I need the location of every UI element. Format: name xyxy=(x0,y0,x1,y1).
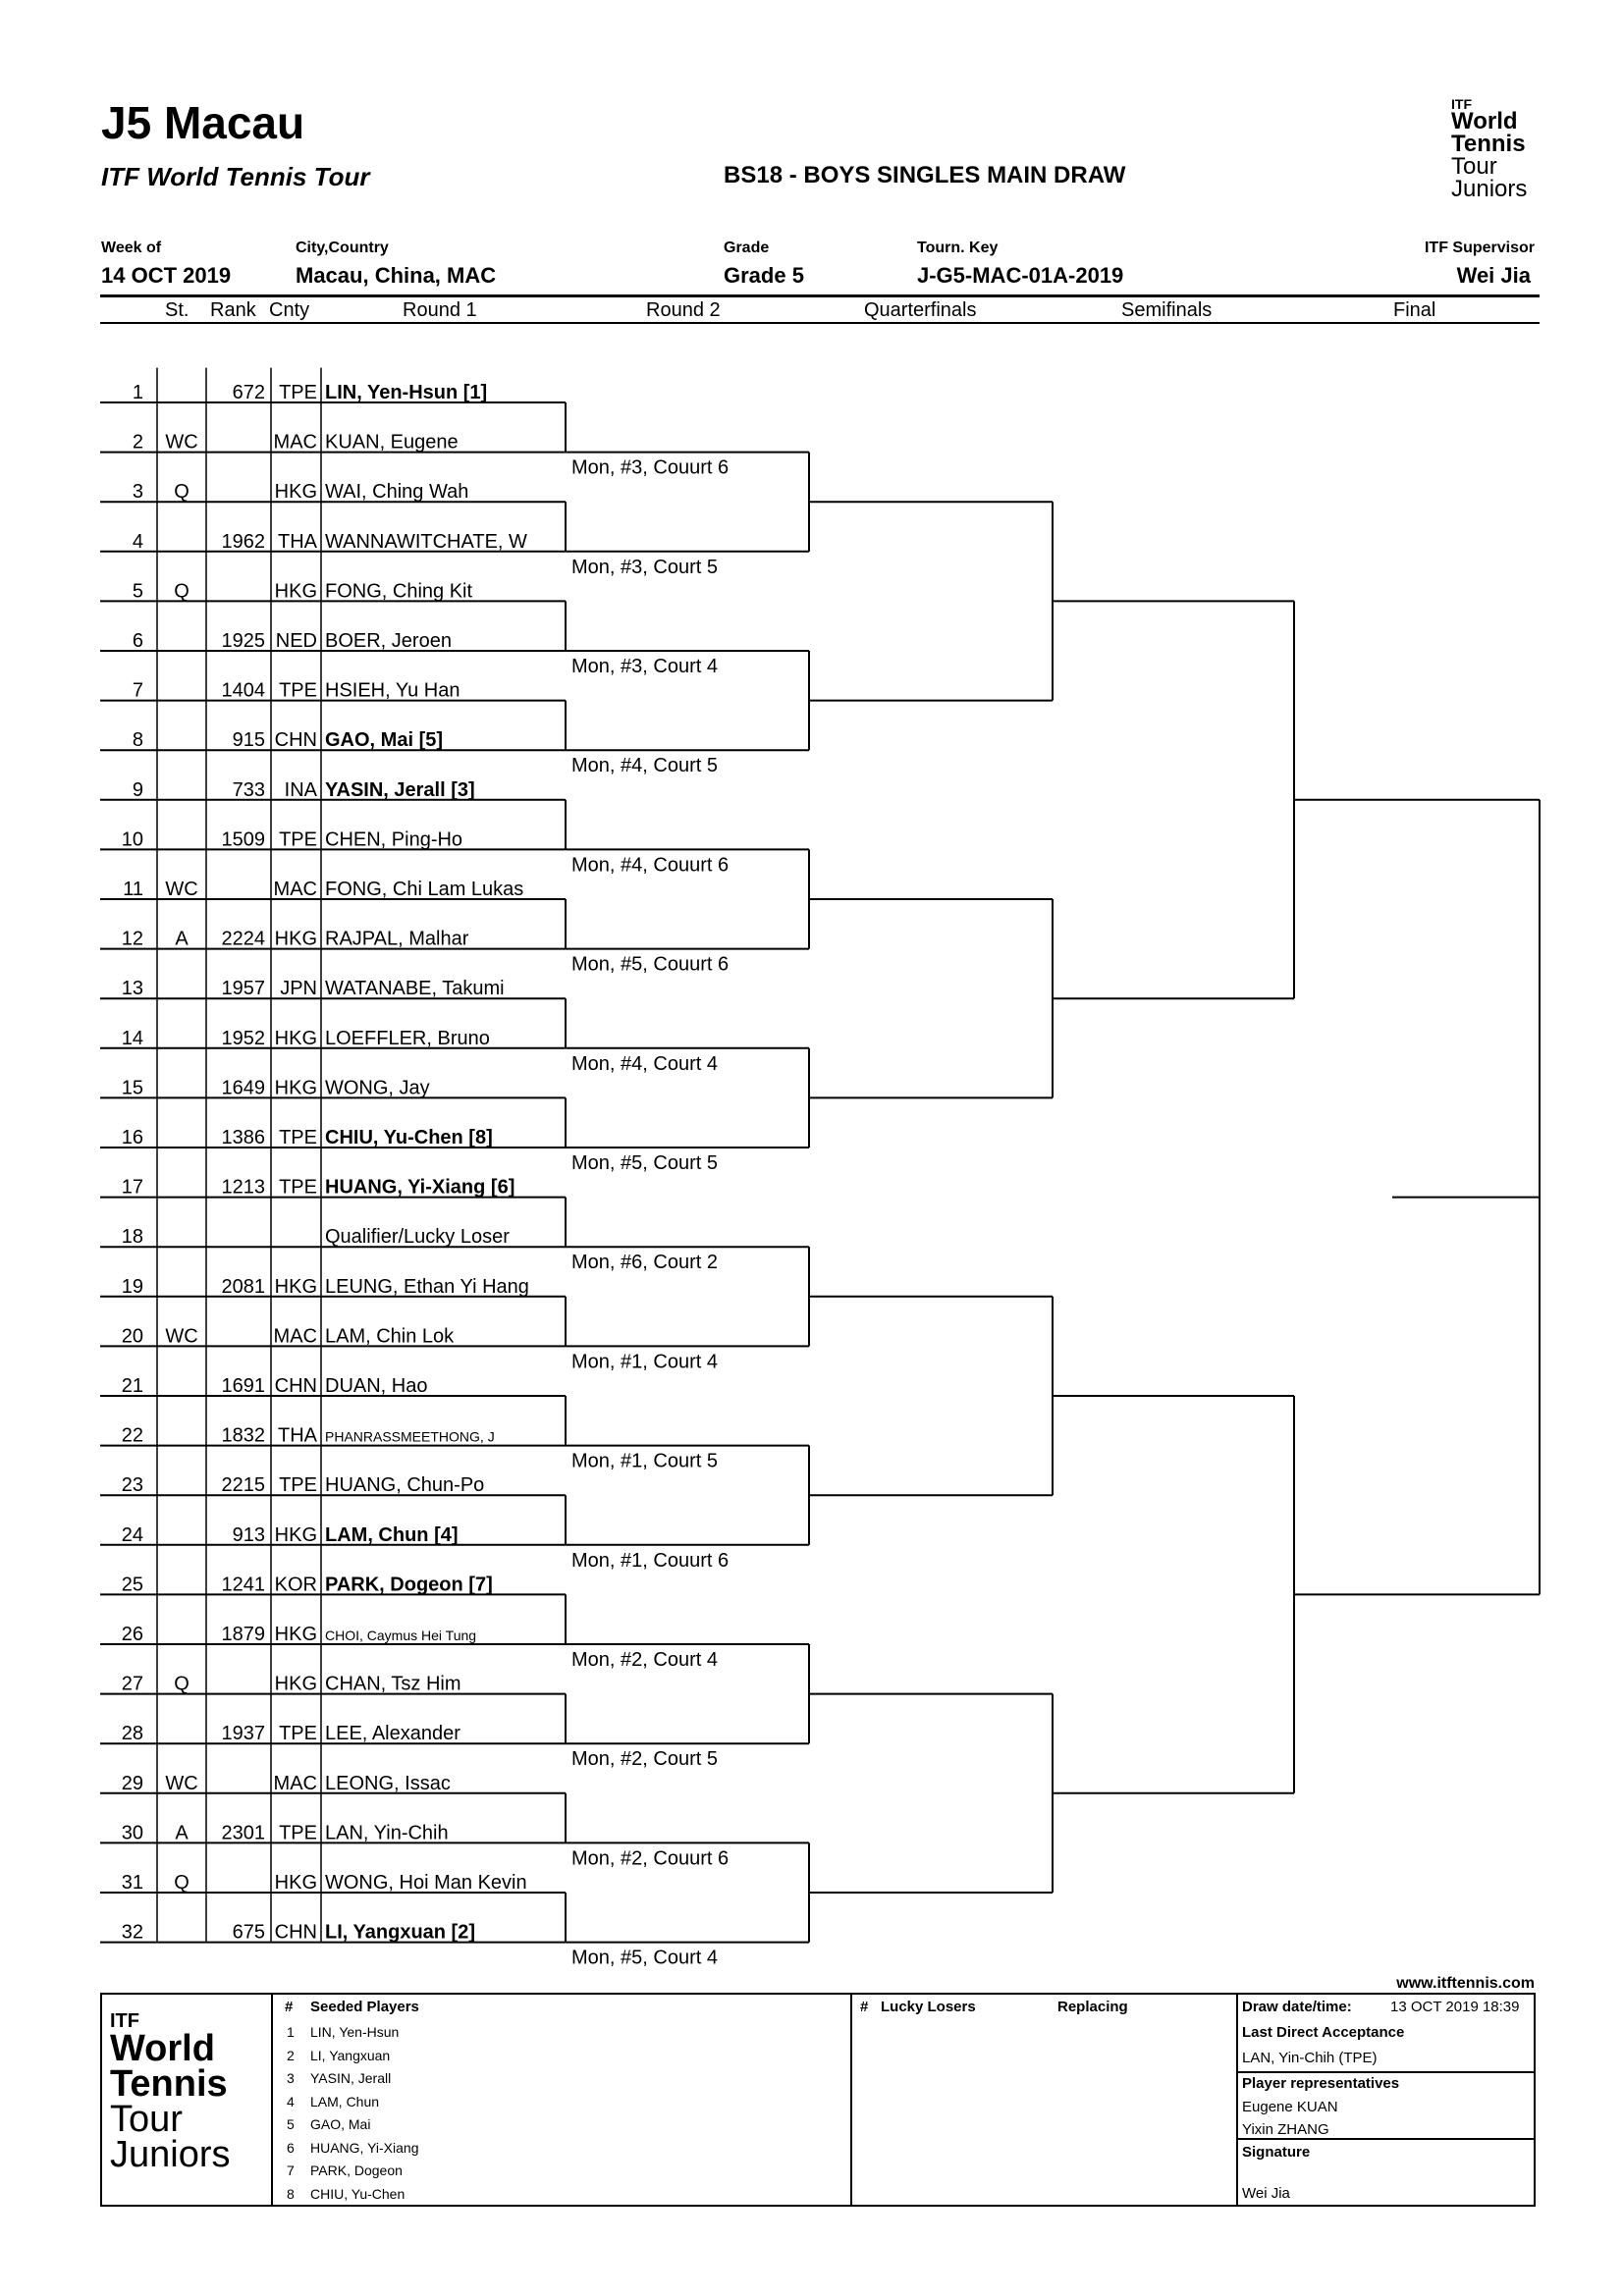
tour-subtitle: ITF World Tennis Tour xyxy=(101,162,370,191)
player-name: PHANRASSMEETHONG, J xyxy=(325,1428,495,1445)
player-country: MAC xyxy=(273,879,317,900)
player-name: HSIEH, Yu Han xyxy=(325,679,460,702)
logo-world-text: World xyxy=(1451,108,1518,135)
player-country: HKG xyxy=(274,1673,317,1695)
player-name: KUAN, Eugene xyxy=(325,431,459,454)
player-name: LAN, Yin-Chih xyxy=(325,1822,449,1844)
player-rank: 2224 xyxy=(221,928,265,950)
col-st: St. xyxy=(165,299,189,321)
ll-title: Lucky Losers xyxy=(881,1999,976,2015)
footer-div-3 xyxy=(1236,1993,1238,2207)
reps-label: Player representatives xyxy=(1242,2075,1400,2092)
player-name: WAI, Ching Wah xyxy=(325,481,469,504)
player-rank: 675 xyxy=(232,1921,265,1944)
player-name: FONG, Ching Kit xyxy=(325,580,473,603)
tourn-key-value: J-G5-MAC-01A-2019 xyxy=(917,263,1124,288)
player-name: DUAN, Hao xyxy=(325,1375,428,1397)
player-rank: 733 xyxy=(232,778,265,801)
grade-value: Grade 5 xyxy=(724,263,804,288)
col-quarterfinals: Quarterfinals xyxy=(864,299,977,321)
seed-number: 8 xyxy=(287,2185,295,2202)
match-schedule: Mon, #3, Court 4 xyxy=(571,656,718,677)
draw-position: 30 xyxy=(121,1822,143,1844)
player-name: PARK, Dogeon [7] xyxy=(325,1574,493,1596)
player-country: THA xyxy=(278,530,317,553)
seed-name: GAO, Mai xyxy=(310,2116,371,2132)
player-name: LOEFFLER, Bruno xyxy=(325,1027,490,1049)
footer-div-2 xyxy=(850,1993,852,2207)
seed-name: CHIU, Yu-Chen xyxy=(310,2185,406,2202)
player-country: HKG xyxy=(274,1523,317,1546)
match-schedule: Mon, #6, Court 2 xyxy=(571,1252,718,1274)
footer-rule-a xyxy=(1236,2071,1536,2073)
draw-position: 24 xyxy=(121,1523,143,1546)
city-value: Macau, China, MAC xyxy=(296,263,497,288)
player-name: CHEN, Ping-Ho xyxy=(325,828,463,851)
player-country: TPE xyxy=(279,1474,317,1497)
match-schedule: Mon, #5, Court 4 xyxy=(571,1947,718,1969)
player-status: A xyxy=(175,928,189,950)
logo-world-text-bottom: World xyxy=(110,2028,215,2069)
draw-position: 18 xyxy=(121,1226,143,1249)
lda-label: Last Direct Acceptance xyxy=(1242,2024,1405,2041)
player-status: WC xyxy=(165,431,198,454)
match-schedule: Mon, #3, Court 5 xyxy=(571,556,718,578)
player-name: LI, Yangxuan [2] xyxy=(325,1921,475,1944)
tournament-title: J5 Macau xyxy=(101,97,305,148)
player-country: TPE xyxy=(279,828,317,851)
draw-position: 2 xyxy=(132,431,143,454)
player-country: TPE xyxy=(279,1127,317,1148)
logo-tour-text-bottom: Tour xyxy=(110,2099,183,2141)
col-round2: Round 2 xyxy=(646,299,721,321)
player-status: WC xyxy=(165,1325,198,1348)
player-rank: 1925 xyxy=(221,630,265,652)
match-schedule: Mon, #2, Couurt 6 xyxy=(571,1847,730,1870)
draw-position: 10 xyxy=(121,828,143,851)
player-country: CHN xyxy=(274,1921,317,1944)
match-schedule: Mon, #1, Couurt 6 xyxy=(571,1549,730,1572)
player-rank: 1937 xyxy=(221,1723,265,1745)
player-name: WONG, Jay xyxy=(325,1077,430,1099)
player-name: WONG, Hoi Man Kevin xyxy=(325,1872,527,1894)
player-name: WANNAWITCHATE, W xyxy=(325,530,527,553)
player-status: A xyxy=(175,1822,189,1844)
player-name: Qualifier/Lucky Loser xyxy=(325,1226,510,1249)
player-status: Q xyxy=(174,1872,189,1894)
draw-position: 16 xyxy=(121,1127,143,1148)
tourn-key-label: Tourn. Key xyxy=(917,240,999,256)
draw-position: 3 xyxy=(132,481,143,504)
rep-1: Eugene KUAN xyxy=(1242,2099,1338,2115)
player-rank: 913 xyxy=(232,1523,265,1546)
player-country: HKG xyxy=(274,928,317,950)
player-rank: 1952 xyxy=(221,1027,265,1049)
week-value: 14 OCT 2019 xyxy=(101,263,232,288)
draw-position: 31 xyxy=(121,1872,143,1894)
draw-position: 19 xyxy=(121,1275,143,1298)
player-country: TPE xyxy=(279,382,317,403)
signature-value: Wei Jia xyxy=(1242,2185,1290,2202)
lda-value: LAN, Yin-Chih (TPE) xyxy=(1242,2050,1378,2066)
draw-position: 25 xyxy=(121,1574,143,1596)
player-name: LAM, Chin Lok xyxy=(325,1325,455,1348)
draw-date-value: 13 OCT 2019 18:39 xyxy=(1390,1999,1520,2015)
grade-label: Grade xyxy=(724,240,770,256)
player-country: KOR xyxy=(274,1574,317,1596)
player-name: GAO, Mai [5] xyxy=(325,729,444,752)
player-rank: 1241 xyxy=(221,1574,265,1596)
match-schedule: Mon, #5, Couurt 6 xyxy=(571,953,730,976)
player-country: TPE xyxy=(279,1176,317,1199)
player-name: LAM, Chun [4] xyxy=(325,1523,459,1546)
player-status: Q xyxy=(174,580,189,603)
seed-number: 7 xyxy=(287,2163,295,2178)
draw-position: 5 xyxy=(132,580,143,603)
rep-2: Yixin ZHANG xyxy=(1242,2121,1329,2138)
footer-rule-b xyxy=(1236,2138,1536,2140)
col-final: Final xyxy=(1393,299,1436,321)
seed-name: LI, Yangxuan xyxy=(310,2047,391,2063)
player-name: RAJPAL, Malhar xyxy=(325,928,469,950)
draw-position: 12 xyxy=(121,928,143,950)
player-country: CHN xyxy=(274,1375,317,1397)
player-rank: 1832 xyxy=(221,1424,265,1447)
player-name: FONG, Chi Lam Lukas xyxy=(325,879,524,900)
seed-name: LIN, Yen-Hsun xyxy=(310,2024,400,2040)
player-country: HKG xyxy=(274,1027,317,1049)
draw-position: 20 xyxy=(121,1325,143,1348)
draw-date-label: Draw date/time: xyxy=(1242,1999,1352,2015)
ll-hash: # xyxy=(860,1999,869,2015)
player-name: HUANG, Chun-Po xyxy=(325,1474,485,1497)
player-country: HKG xyxy=(274,1624,317,1645)
seed-name: PARK, Dogeon xyxy=(310,2163,403,2178)
player-country: HKG xyxy=(274,1077,317,1099)
player-country: HKG xyxy=(274,580,317,603)
player-name: HUANG, Yi-Xiang [6] xyxy=(325,1176,515,1199)
draw-position: 27 xyxy=(121,1673,143,1695)
match-schedule: Mon, #1, Court 5 xyxy=(571,1450,718,1472)
seed-name: LAM, Chun xyxy=(310,2093,380,2109)
match-schedule: Mon, #2, Court 4 xyxy=(571,1649,718,1671)
player-country: TPE xyxy=(279,679,317,702)
col-cnty: Cnty xyxy=(269,299,310,321)
player-name: YASIN, Jerall [3] xyxy=(325,778,475,801)
draw-position: 28 xyxy=(121,1723,143,1745)
player-country: JPN xyxy=(280,978,317,1000)
seed-number: 6 xyxy=(287,2139,295,2156)
player-country: HKG xyxy=(274,481,317,504)
player-rank: 1962 xyxy=(221,530,265,553)
seeded-hash: # xyxy=(285,1999,294,2015)
player-name: LEONG, Issac xyxy=(325,1772,451,1794)
draw-position: 17 xyxy=(121,1176,143,1199)
website-link[interactable]: www.itftennis.com xyxy=(1396,1975,1535,1992)
seed-number: 4 xyxy=(287,2093,295,2109)
draw-position: 29 xyxy=(121,1772,143,1794)
draw-position: 22 xyxy=(121,1424,143,1447)
player-name: LEUNG, Ethan Yi Hang xyxy=(325,1275,529,1298)
seed-name: HUANG, Yi-Xiang xyxy=(310,2139,419,2156)
col-semifinals: Semifinals xyxy=(1121,299,1213,321)
draw-position: 6 xyxy=(132,630,143,652)
match-schedule: Mon, #4, Couurt 6 xyxy=(571,854,730,877)
draw-position: 21 xyxy=(121,1375,143,1397)
footer-div-1 xyxy=(271,1993,273,2207)
logo-juniors-text-bottom: Juniors xyxy=(110,2134,231,2176)
player-rank: 1957 xyxy=(221,978,265,1000)
draw-position: 14 xyxy=(121,1027,143,1049)
player-country: HKG xyxy=(274,1275,317,1298)
logo-itf-text-bottom: ITF xyxy=(110,2010,139,2032)
player-country: NED xyxy=(275,630,317,652)
player-rank: 915 xyxy=(232,729,265,752)
signature-label: Signature xyxy=(1242,2144,1311,2161)
logo-itf-text: ITF xyxy=(1451,96,1472,112)
draw-position: 7 xyxy=(132,679,143,702)
player-status: Q xyxy=(174,1673,189,1695)
player-name: CHOI, Caymus Hei Tung xyxy=(325,1628,477,1643)
supervisor-value: Wei Jia xyxy=(1456,263,1531,288)
player-rank: 1213 xyxy=(221,1176,265,1199)
logo-tour-text: Tour xyxy=(1451,152,1497,180)
draw-position: 9 xyxy=(132,778,143,801)
player-country: MAC xyxy=(273,1772,317,1794)
player-status: Q xyxy=(174,481,189,504)
logo-tennis-text: Tennis xyxy=(1451,131,1526,158)
week-label: Week of xyxy=(101,240,162,256)
player-rank: 1649 xyxy=(221,1077,265,1099)
player-rank: 1691 xyxy=(221,1375,265,1397)
player-country: HKG xyxy=(274,1872,317,1894)
player-country: TPE xyxy=(279,1822,317,1844)
col-rank: Rank xyxy=(210,299,256,321)
draw-position: 13 xyxy=(121,978,143,1000)
draw-position: 23 xyxy=(121,1474,143,1497)
draw-position: 15 xyxy=(121,1077,143,1099)
player-name: CHIU, Yu-Chen [8] xyxy=(325,1127,493,1148)
player-rank: 1404 xyxy=(221,679,265,702)
replacing-title: Replacing xyxy=(1057,1999,1128,2015)
player-name: LEE, Alexander xyxy=(325,1723,460,1745)
draw-title: BS18 - BOYS SINGLES MAIN DRAW xyxy=(724,162,1126,188)
player-status: WC xyxy=(165,1772,198,1794)
draw-position: 1 xyxy=(132,382,143,403)
draw-position: 8 xyxy=(132,729,143,752)
seed-name: YASIN, Jerall xyxy=(310,2070,392,2086)
city-label: City,Country xyxy=(296,240,389,256)
seed-number: 1 xyxy=(287,2024,295,2040)
player-country: INA xyxy=(284,778,317,801)
draw-position: 11 xyxy=(123,879,143,900)
logo-juniors-text: Juniors xyxy=(1451,175,1528,202)
player-name: LIN, Yen-Hsun [1] xyxy=(325,382,488,403)
itf-logo-bottom xyxy=(110,2010,231,2176)
player-rank: 1509 xyxy=(221,828,265,851)
player-name: CHAN, Tsz Him xyxy=(325,1673,461,1695)
seed-number: 3 xyxy=(287,2070,295,2086)
player-country: TPE xyxy=(279,1723,317,1745)
player-rank: 1879 xyxy=(221,1624,265,1645)
player-country: MAC xyxy=(273,431,317,454)
player-name: WATANABE, Takumi xyxy=(325,978,505,1000)
player-rank: 2081 xyxy=(221,1275,265,1298)
player-country: THA xyxy=(278,1424,317,1447)
logo-tennis-text-bottom: Tennis xyxy=(110,2063,228,2106)
draw-position: 32 xyxy=(121,1921,143,1944)
match-schedule: Mon, #5, Court 5 xyxy=(571,1152,718,1174)
player-rank: 672 xyxy=(232,382,265,403)
match-schedule: Mon, #2, Court 5 xyxy=(571,1748,718,1771)
match-schedule: Mon, #3, Couurt 6 xyxy=(571,456,730,479)
player-country: MAC xyxy=(273,1325,317,1348)
draw-position: 26 xyxy=(121,1624,143,1645)
player-name: BOER, Jeroen xyxy=(325,630,452,652)
match-schedule: Mon, #4, Court 4 xyxy=(571,1052,718,1075)
seed-number: 2 xyxy=(287,2047,295,2063)
col-round1: Round 1 xyxy=(403,299,477,321)
player-rank: 1386 xyxy=(221,1127,265,1148)
player-rank: 2301 xyxy=(221,1822,265,1844)
player-status: WC xyxy=(165,879,198,900)
player-country: CHN xyxy=(274,729,317,752)
player-rank: 2215 xyxy=(221,1474,265,1497)
supervisor-label: ITF Supervisor xyxy=(1424,240,1535,256)
seed-number: 5 xyxy=(287,2116,295,2132)
match-schedule: Mon, #1, Court 4 xyxy=(571,1351,718,1373)
seeded-title: Seeded Players xyxy=(310,1999,419,2015)
draw-position: 4 xyxy=(132,530,143,553)
match-schedule: Mon, #4, Court 5 xyxy=(571,755,718,777)
